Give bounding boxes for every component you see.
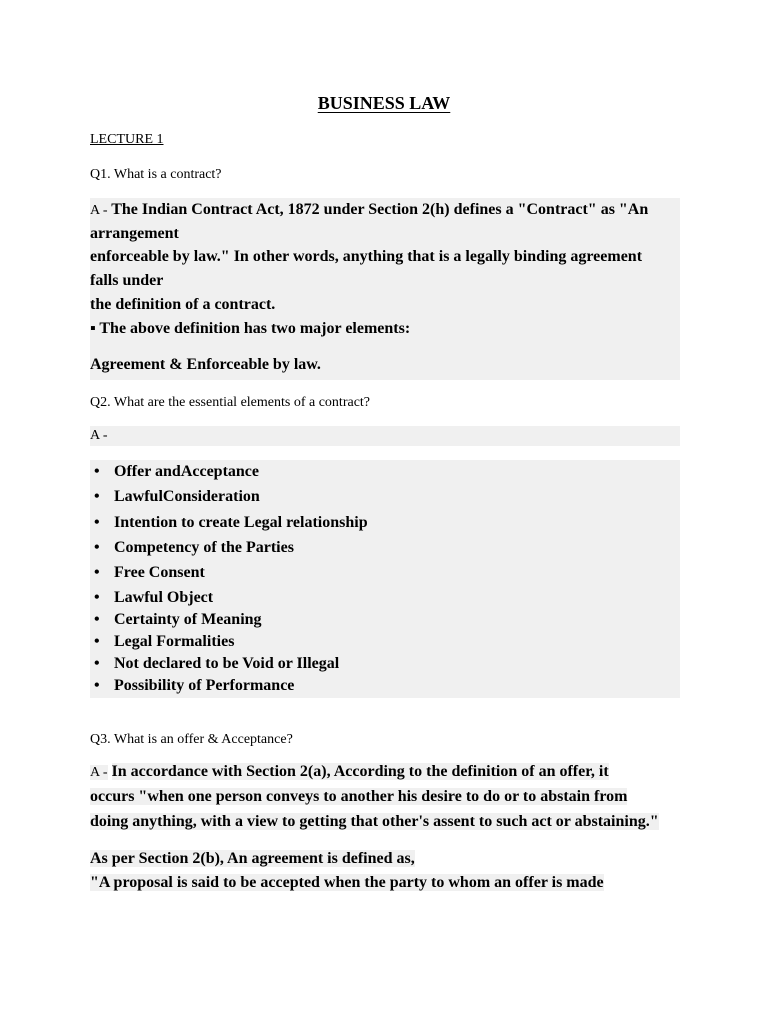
q1-line-0-text: The Indian Contract Act, 1872 under Section 2(h) defines a "Contract" as "An (111, 201, 649, 218)
q2-answer-prefix-row (90, 426, 680, 446)
q3-offer-block (90, 763, 690, 843)
q3-acceptance-block (90, 848, 690, 898)
q3-offer-line-2 (90, 813, 659, 831)
q1-line-5: ▪ The above definition has two major elements: (90, 320, 411, 337)
q2-question: Q2. What are the essential elements of a contract? (90, 395, 371, 410)
lecture-heading: LECTURE 1 (90, 132, 164, 147)
list-item: • Free Consent (114, 564, 205, 582)
q2-elements-block (90, 460, 680, 698)
document-title-text: BUSINESS LAW (317, 93, 451, 113)
list-item: • Lawful Object (114, 589, 213, 607)
list-item: • Competency of the Parties (114, 539, 294, 557)
q3-offer-line-0-text: In accordance with Section 2(a), According to the definition of an offer, it (111, 763, 609, 780)
q1-line-2: enforceable by law." In other words, anything that is a legally binding agreement (90, 248, 643, 265)
q3-acceptance-line-0-text: As per Section 2(b), An agreement is defined as, (90, 850, 415, 867)
q3-question: Q3. What is an offer & Acceptance? (90, 732, 293, 747)
list-item: • Possibility of Performance (114, 677, 294, 695)
q1-answer-block (90, 198, 680, 380)
q3-acceptance-line-0 (90, 850, 415, 868)
q1-question: Q1. What is a contract? (90, 167, 222, 182)
q1-line-3: falls under (90, 272, 164, 289)
list-item: • Not declared to be Void or Illegal (114, 655, 339, 673)
q2-answer-prefix: A - (90, 428, 108, 443)
q3-offer-line-0 (90, 763, 609, 781)
q1-line-0 (90, 201, 648, 219)
document-title (0, 93, 768, 114)
list-item: • Intention to create Legal relationship (114, 514, 368, 532)
q3-acceptance-line-1-text: "A proposal is said to be accepted when the party to whom an offer is made (90, 874, 604, 891)
list-item: • Offer andAcceptance (114, 463, 259, 481)
q3-offer-line-1-text: occurs "when one person conveys to another his desire to do or to abstain from (90, 788, 628, 805)
list-item: • LawfulConsideration (114, 488, 260, 506)
q1-line-1: arrangement (90, 225, 179, 242)
q3-acceptance-line-1 (90, 874, 604, 892)
q3-answer-prefix: A - (90, 765, 108, 780)
q1-line-4: the definition of a contract. (90, 296, 276, 313)
q1-answer-prefix: A - (90, 203, 108, 218)
list-item: • Certainty of Meaning (114, 611, 262, 629)
list-item: • Legal Formalities (114, 633, 234, 651)
q1-summary: Agreement & Enforceable by law. (90, 356, 321, 373)
q3-offer-line-1 (90, 788, 627, 806)
q3-offer-line-2-text: doing anything, with a view to getting that other's assent to such act or abstaining." (90, 813, 659, 830)
